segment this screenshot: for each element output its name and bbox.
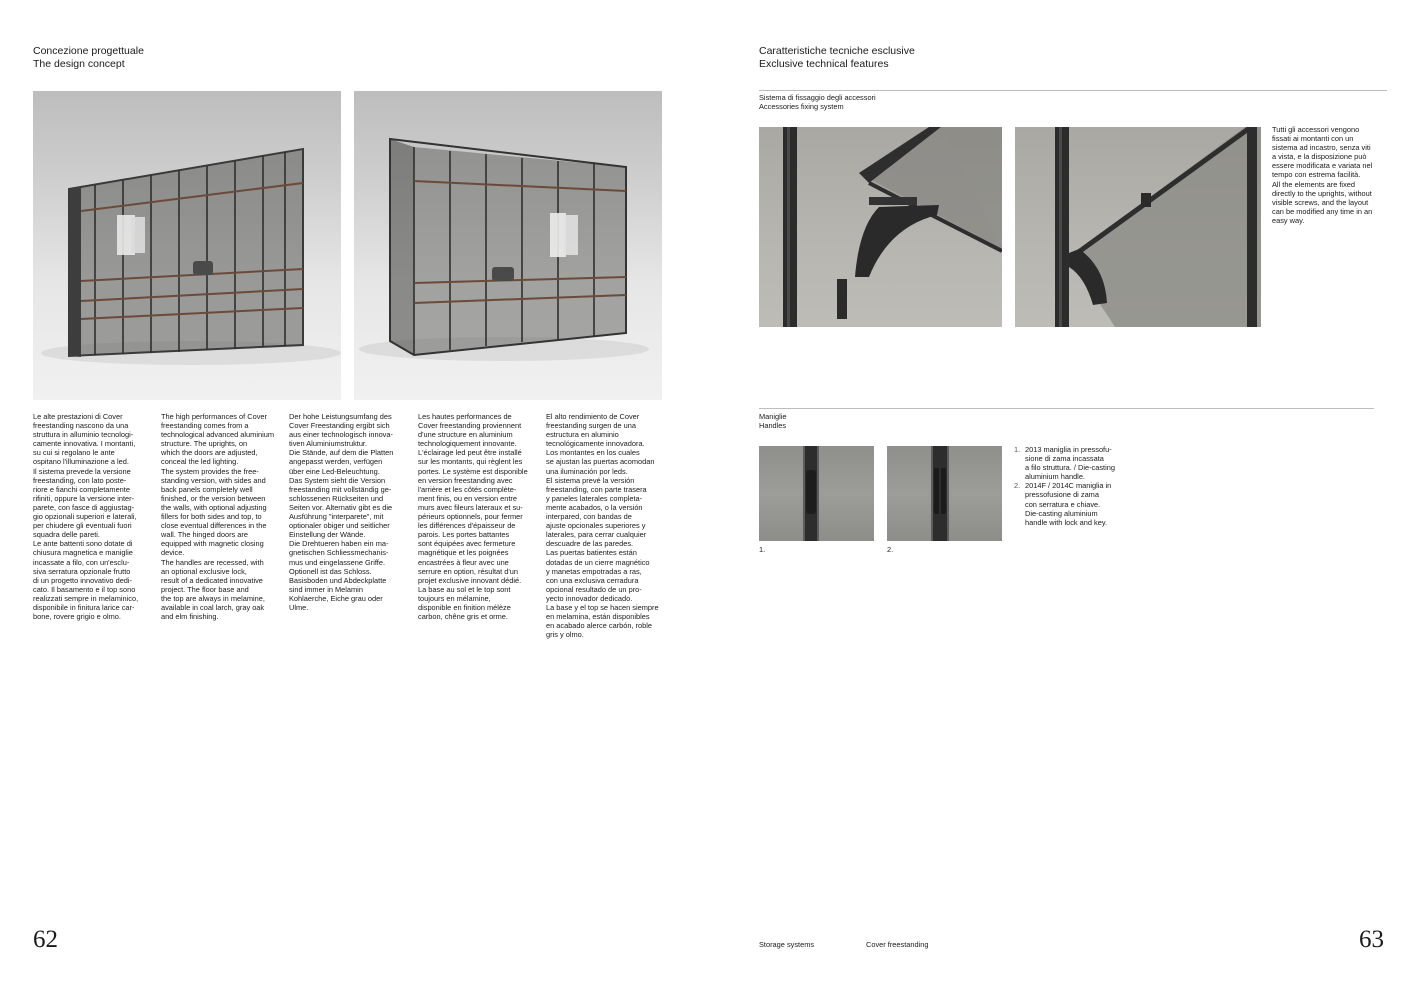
accessories-label (759, 93, 876, 111)
left-title-en: The design concept (33, 58, 125, 70)
accessories-label-en: Accessories fixing system (759, 102, 844, 112)
handle-2014-photo (887, 446, 1002, 541)
list-item (1014, 445, 1144, 481)
text-column-french: Les hautes performances de Cover freestanding proviennent d'une structure en aluminium technologiquement innovante. L'éclairage led peut être installé sur les montants, qui règlent les portes. Le système est disponible en version freestanding avec l'arrière et les côtés complète- ment finis, ou en version entre murs avec fileurs lateraux et su- périeurs optionnels, pour fermer les différences d'épaisseur de parois. Les portes battantes sont équipées avec fermeture magnétique et les poignées encastrées à fleur avec une serrure en option, résultat d'un projet exclusive innovant dédié. La base au sol et le top sont toujours en mélamine, disponible en finition mélèze carbon, chêne gris et orme. (418, 412, 528, 622)
page-number-left: 62 (33, 926, 58, 953)
accessories-label-it: Sistema di fissaggio degli accessori (759, 93, 876, 102)
handle-2013-photo (759, 446, 874, 541)
list-item-number: 1. (1014, 445, 1021, 454)
right-title-it: Caratteristiche tecniche esclusive (759, 45, 915, 57)
text-column-english: The high performances of Cover freestanding comes from a technological advanced aluminium structure. The uprights, on which the doors are adjusted, conceal the led lighting. The system provides the free- standing version, with sides and back panels completely well finished, or the version between the walls, with optional adjusting fillers for both sides and top, to close eventual differences in the wall. The hinged doors are equipped with magnetic closing device. The handles are recessed, with an optional exclusive lock, result of a dedicated innovative project. The floor base and the top are always in melamine, available in coal larch, gray oak and elm finishing. (161, 412, 274, 622)
list-item-text: 2013 maniglia in pressofu- sione di zama incassata a filo struttura. / Die-casting aluminium handle. (1025, 445, 1115, 482)
handles-label (759, 412, 787, 430)
list-item-text: 2014F / 2014C maniglia in pressofusione di zama con serratura e chiave. Die-casting aluminium handle with lock and key. (1025, 481, 1112, 527)
accessory-bracket-photo-1 (759, 127, 1002, 327)
freestanding-wardrobe-front-photo (33, 91, 341, 400)
left-title (33, 45, 144, 71)
handles-list (1014, 445, 1144, 527)
handle-caption-2: 2. (887, 545, 894, 554)
handles-label-it: Maniglie (759, 412, 787, 421)
footer-product: Cover freestanding (866, 940, 929, 949)
left-title-it: Concezione progettuale (33, 45, 144, 57)
text-column-italian: Le alte prestazioni di Cover freestanding nascono da una struttura in alluminio tecnologi- camente innovativa. I montanti, su cui si regolano le ante ospitano l'illuminazione a led. Il sistema prevede la versione freestanding, con lato poste- riore e fianchi completamente rifiniti, oppure la versione inter- parete, con fasce di aggiustag- gio opzionali superiori e laterali, per chiudere gli eventuali fuori squadra delle pareti. Le ante battenti sono dotate di chiusura magnetica e maniglie incassate a filo, con un'esclu- siva serratura opzionale frutto di un progetto innovativo dedi- cato. Il basamento e il top sono realizzati sempre in melaminico, disponibile in finitura larice car- bone, rovere grigio e olmo. (33, 412, 139, 622)
right-title (759, 45, 915, 71)
accessories-description: Tutti gli accessori vengono fissati ai montanti con un sistema ad incastro, senza viti a vista, e la disposizione può essere modificata e variata nel tempo con estrema facilità. All the elements are fixed directly to the uprights, without visible screws, and the layout can be modified any time in an easy way. (1272, 125, 1373, 225)
handle-caption-1: 1. (759, 545, 766, 554)
list-item (1014, 481, 1144, 526)
list-item-number: 2. (1014, 481, 1021, 491)
section-divider-handles (759, 408, 1374, 409)
page-number-right: 63 (1359, 926, 1384, 953)
text-column-spanish: El alto rendimiento de Cover freestanding surgen de una estructura en aluminio tecnológicamente innovadora. Los montantes en los cuales se ajustan las puertas acomodan una iluminación por leds. El sistema prevé la versión freestanding, con parte trasera y paneles laterales completa- mente acabados, o la versión interpared, con bandas de ajuste opcionales superiores y laterales, para cerrar cualquier descuadre de las paredes. Las puertas batientes están dotadas de un cierre magnético y manetas empotradas a ras, con una exclusiva cerradura opcional resultado de un pro- yecto innovador dedicado. La base y el top se hacen siempre en melamina, están disponibles en acabado alerce carbón, roble gris y olmo. (546, 412, 659, 640)
footer-section: Storage systems (759, 940, 815, 949)
text-column-german: Der hohe Leistungsumfang des Cover Freestanding ergibt sich aus einer technologisch innova- tiven Aluminiumstruktur. Die Stände, auf dem die Platten angepasst werden, verfügen über eine Led-Beleuchtung. Das System sieht die Version freestanding mit vollständig ge- schlossenen Rückseiten und Seiten vor. Alternativ gibt es die Ausführung "interparete", mit optionaler obiger und seitlicher Einstellung der Wände. Die Drehtueren haben ein ma- gnetischen Schliessmechanis- mus und eingelassene Griffe. Optionell ist das Schloss. Basisboden und Abdeckplatte sind immer in Melamin Kohlaerche, Eiche grau oder Ulme. (289, 412, 394, 612)
right-title-en: Exclusive technical features (759, 58, 889, 70)
accessory-bracket-photo-2 (1015, 127, 1261, 327)
section-divider-accessories (759, 90, 1387, 91)
handles-label-en: Handles (759, 421, 787, 431)
freestanding-wardrobe-corner-photo (354, 91, 662, 400)
